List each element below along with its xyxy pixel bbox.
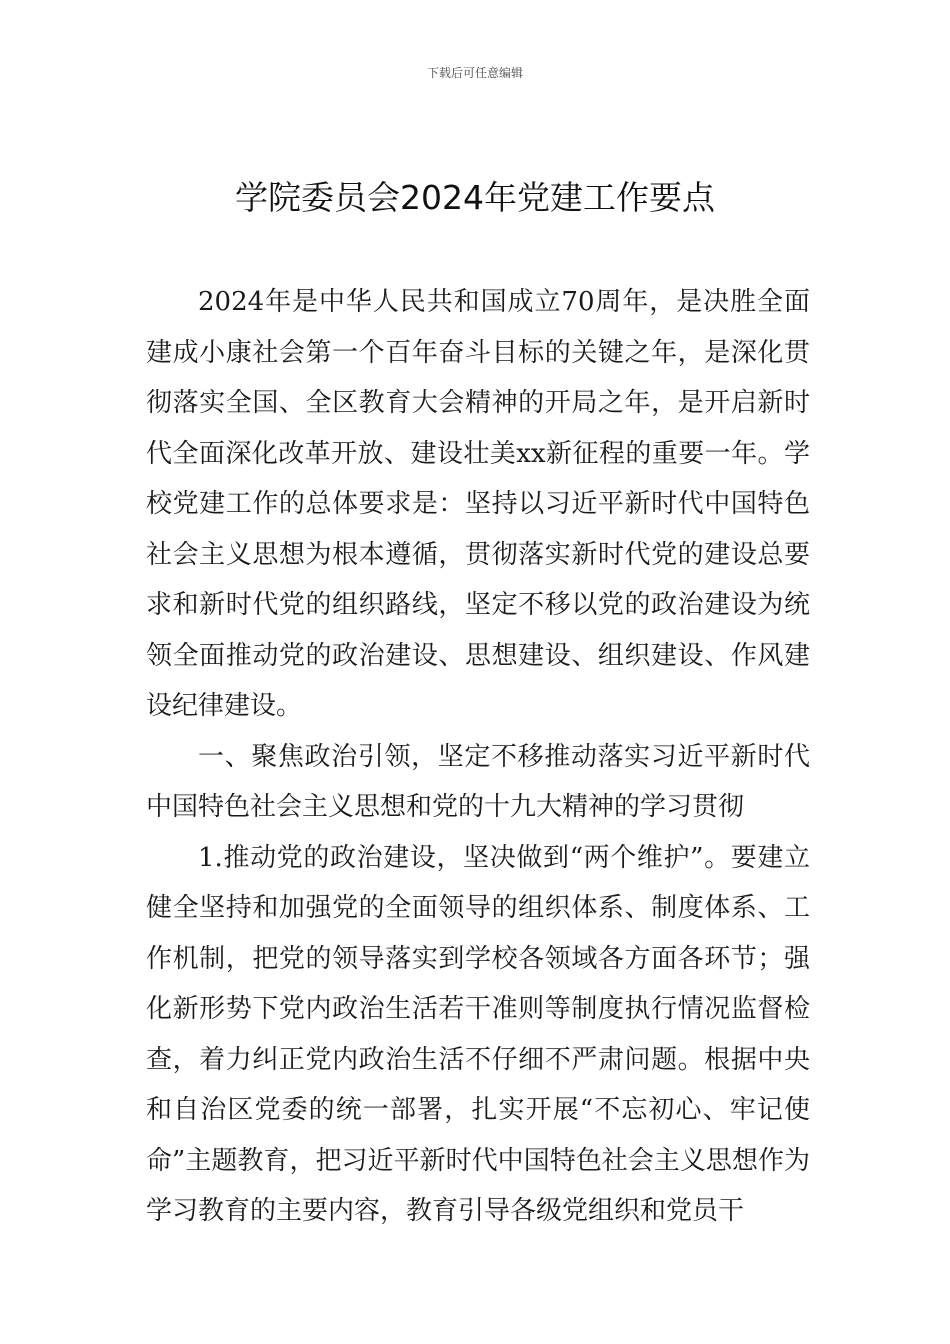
paragraph-intro: 2024年是中华人民共和国成立70周年，是决胜全面建成小康社会第一个百年奋斗目标的关键之年，是深化贯彻落实全国、全区教育大会精神的开局之年，是开启新时代全面深化改革开放、建设壮美xx新征程的重要一年。学校党建工作的总体要求是：坚持以习近平新时代中国特色社会主义思想为根本遵循，贯彻落实新时代党的建设总要求和新时代党的组织路线，坚定不移以党的政治建设为统领全面推动党的政治建设、思想建设、组织建设、作风建设纪律建设。	[146, 287, 810, 721]
header-note: 下载后可任意编辑	[426, 66, 523, 80]
document-title: 学院委员会2024年党建工作要点	[235, 178, 715, 217]
paragraph-section-heading: 一、聚焦政治引领，坚定不移推动落实习近平新时代中国特色社会主义思想和党的十九大精神的学习贯彻	[146, 741, 810, 822]
paragraph-item-1: 1.推动党的政治建设，坚决做到“两个维护”。要建立健全坚持和加强党的全面领导的组织体系、制度体系、工作机制，把党的领导落实到学校各领域各方面各环节；强化新形势下党内政治生活若干准则等制度执行情况监督检查，着力纠正党内政治生活不仔细不严肃问题。根据中央和自治区党委的统一部署，扎实开展“不忘初心、牢记使命”主题教育，把习近平新时代中国特色社会主义思想作为学习教育的主要内容，教育引导各级党组织和党员干	[146, 842, 810, 1226]
document-body	[146, 277, 810, 1237]
